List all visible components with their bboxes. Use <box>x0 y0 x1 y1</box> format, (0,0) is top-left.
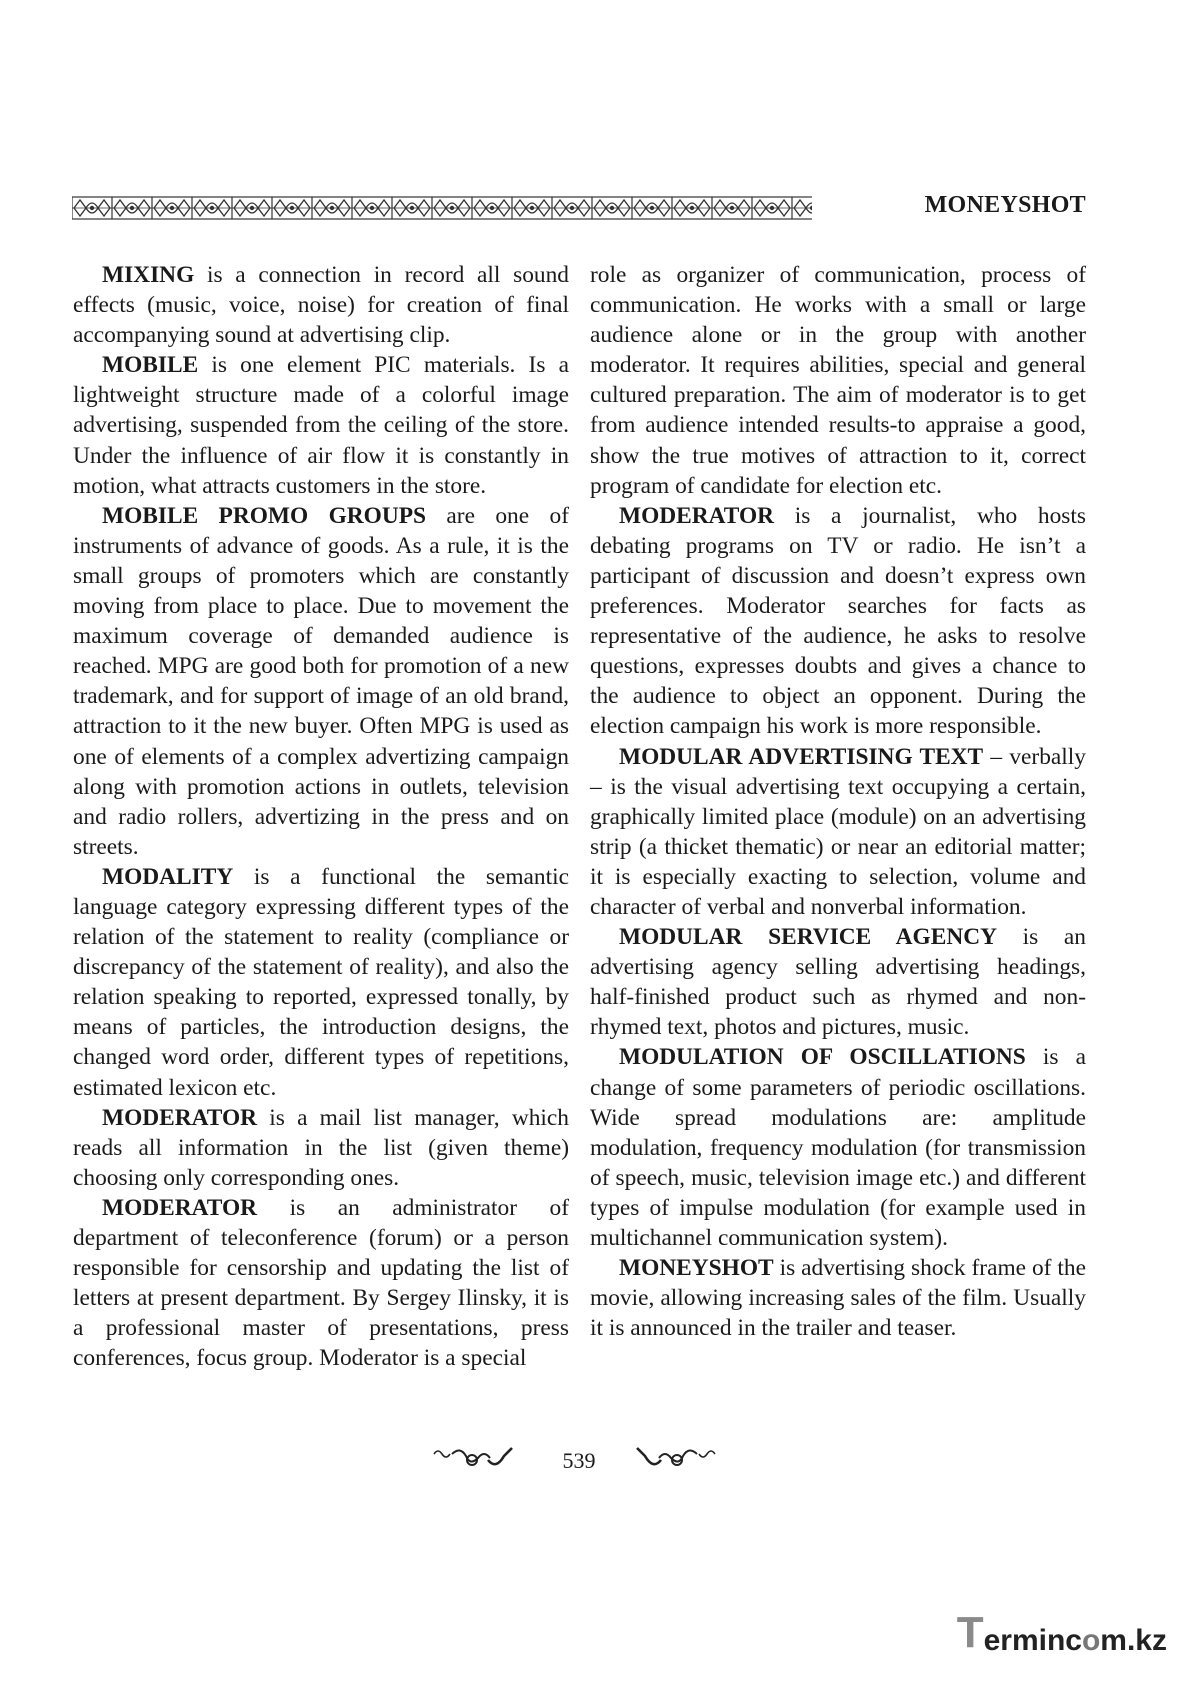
watermark-logo <box>957 1608 1167 1658</box>
entry-term: MODULATION OF OSCILLATIONS <box>619 1044 1026 1071</box>
entry-term: MIXING <box>102 262 195 288</box>
entry-text: are one of instruments of advance of goods. As a rule, it is the small groups of promoters which are constantly moving from place to place. Due to movement the maximum coverage of demanded audience is reached. MPG are good both for promotion of a new trademark, and for support of image of an old brand, attraction to it the new buyer. Often MPG is used as one of elements of a complex advertizing campaign along with promotion actions in outlets, television and radio rollers, advertizing in the press and on streets. <box>73 502 569 860</box>
watermark-prefix: T <box>956 1608 984 1657</box>
page-number: 539 <box>562 1448 596 1473</box>
entry-text: is an administrator of department of teleconference (forum) or a person responsible for censorship and updating the list of letters at present department. By Sergey Ilinsky, it is a professional master of presentations, press conferences, focus group. Moderator is a special <box>73 1194 569 1372</box>
entry-moneyshot <box>590 1253 1086 1343</box>
entry-mixing <box>73 260 569 350</box>
running-head: MONEYSHOT <box>924 192 1086 218</box>
entry-text: is a functional the semantic language category expressing different types of the relation of the statement to reality (compliance or discrepancy of the statement of reality), and also the relation speaking to reported, expressed tonally, by means of particles, the introduction designs, the changed word order, different types of repetitions, estimated lexicon etc. <box>73 863 569 1101</box>
left-column <box>73 260 569 1373</box>
entry-text: is an advertising agency selling advertising headings, half-finished product such as rhymed and non-rhymed text, photos and pictures, music. <box>590 924 1086 1041</box>
entry-moderator-admin <box>73 1193 569 1374</box>
footer-ornament-left-icon <box>432 1444 516 1474</box>
right-column <box>590 260 1086 1343</box>
entry-term: MONEYSHOT <box>619 1255 774 1282</box>
entry-mobile-promo-groups <box>73 501 569 862</box>
entry-text: is a change of some parameters of periodic oscillations. Wide spread modulations are: amplitude modulation, frequency modulation (for transmission of speech, music, television image etc.) and different types of impulse modulation (for example used in multichannel communication system). <box>590 1044 1086 1251</box>
entry-text: is one element PIC materials. Is a lightweight structure made of a colorful image advertising, suspended from the ceiling of the store. Under the influence of air flow it is constantly in motion, what attracts customers in the store. <box>73 352 569 499</box>
entry-text: is advertising shock frame of the movie, allowing increasing sales of the film. Usually it is announced in the trailer and teaser. <box>590 1255 1086 1342</box>
entry-modular-advertising-text <box>590 742 1086 923</box>
entry-continuation: role as organizer of communication, process of communication. He works with a small or large audience alone or in the group with another moderator. It requires abilities, special and general cultured preparation. The aim of moderator is to get from audience intended results-to appraise a good, show the true motives of attraction to it, correct program of candidate for election etc. <box>590 262 1086 499</box>
entry-mobile <box>73 350 569 500</box>
entry-term: MODERATOR <box>619 502 775 529</box>
entry-moderator-journalist <box>590 501 1086 742</box>
entry-moderator-mail <box>73 1103 569 1193</box>
entry-term: MOBILE PROMO GROUPS <box>102 502 427 529</box>
footer-ornament-right-icon <box>633 1444 717 1474</box>
watermark-middle: erminc <box>983 1624 1082 1657</box>
page-header <box>72 188 1086 228</box>
entry-term: MODERATOR <box>102 1194 258 1221</box>
entry-term: MOBILE <box>102 352 199 379</box>
entry-term: MODULAR SERVICE AGENCY <box>619 924 997 951</box>
entry-modular-service-agency <box>590 922 1086 1042</box>
entry-term: MODERATOR <box>102 1104 258 1131</box>
watermark-o: o <box>1081 1624 1101 1657</box>
entry-modality <box>73 862 569 1103</box>
ornament-band <box>72 194 812 222</box>
entry-modulation-of-oscillations <box>590 1042 1086 1253</box>
entry-text: is a connection in record all sound effects (music, voice, noise) for creation of final accompanying sound at advertising clip. <box>73 262 569 349</box>
entry-term: MODULAR ADVERTISING TEXT <box>619 743 984 770</box>
entry-term: MODALITY <box>102 863 234 890</box>
entry-text: is a journalist, who hosts debating programs on TV or radio. He isn’t a participant of discussion and doesn’t express own preferences. Moderator searches for facts as representative of the audience, he asks to resolve questions, expresses doubts and gives a chance to the audience to object an opponent. During the election campaign his work is more responsible. <box>590 502 1086 740</box>
page-footer <box>0 1440 1191 1480</box>
entry-text: – verbally – is the visual advertising text occupying a certain, graphically limited place (module) on an advertising strip (a thicket thematic) or near an editorial matter; it is especially exacting to selection, volume and character of verbal and nonverbal information. <box>590 743 1086 920</box>
watermark-suffix: m.kz <box>1100 1624 1167 1657</box>
entry-text: is a mail list manager, which reads all information in the list (given theme) choosing only corresponding ones. <box>73 1104 569 1191</box>
